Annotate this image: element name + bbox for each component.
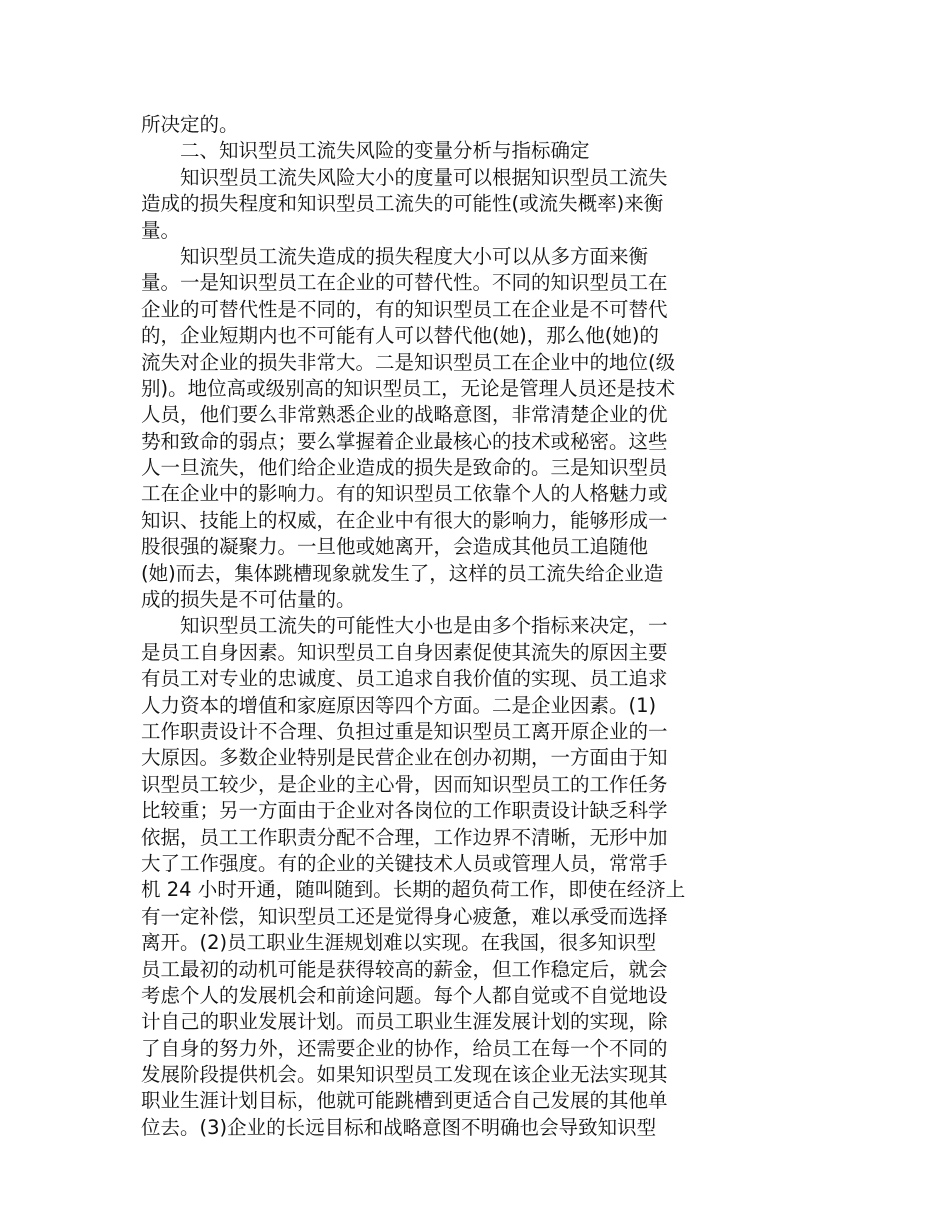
text-line: 比较重；另一方面由于企业对各岗位的工作职责设计缺乏科学 [141,799,668,823]
text-line: 离开。(2)员工职业生涯规划难以实现。在我国，很多知识型 [141,931,657,955]
text-line: 流失对企业的损失非常大。二是知识型员工在企业中的地位(级 [141,350,676,374]
text-line: 工作职责设计不合理、负担过重是知识型员工离开原企业的一 [141,719,668,743]
text-line: 人员，他们要么非常熟悉企业的战略意图，非常清楚企业的优 [141,403,668,427]
text-line: 的，企业短期内也不可能有人可以替代他(她)，那么他(她)的 [141,324,659,348]
text-line: 发展阶段提供机会。如果知识型员工发现在该企业无法实现其 [141,1063,668,1087]
text-line: 大原因。多数企业特别是民营企业在创办初期，一方面由于知 [141,746,668,770]
text-line: 知识型员工流失的可能性大小也是由多个指标来决定，一 [180,614,668,638]
text-line: (她)而去，集体跳槽现象就发生了，这样的员工流失给企业造 [141,561,664,585]
text-line: 依据，员工工作职责分配不合理，工作边界不清晰，无形中加 [141,825,668,849]
text-line: 考虑个人的发展机会和前途问题。每个人都自觉或不自觉地设 [141,983,668,1007]
text-line: 识型员工较少，是企业的主心骨，因而知识型员工的工作任务 [141,772,668,796]
text-line: 员工最初的动机可能是获得较高的薪金，但工作稳定后，就会 [141,957,668,981]
text-line: 职业生涯计划目标，他就可能跳槽到更适合自己发展的其他单 [141,1089,668,1113]
text-line: 量。一是知识型员工在企业的可替代性。不同的知识型员工在 [141,271,668,295]
text-line: 别)。地位高或级别高的知识型员工，无论是管理人员还是技术 [141,376,676,400]
text-line: 工在企业中的影响力。有的知识型员工依靠个人的人格魅力或 [141,482,668,506]
text-line: 企业的可替代性是不同的，有的知识型员工在企业是不可替代 [141,297,668,321]
text-line: 位去。(3)企业的长远目标和战略意图不明确也会导致知识型 [141,1115,657,1139]
text-line: 人力资本的增值和家庭原因等四个方面。二是企业因素。(1) [141,693,657,717]
text-line: 知识、技能上的权威，在企业中有很大的影响力，能够形成一 [141,508,668,532]
text-line: 所决定的。 [141,113,239,136]
text-line: 有员工对专业的忠诚度、员工追求自我价值的实现、员工追求 [141,667,668,691]
text-line: 了自身的努力外，还需要企业的协作，给员工在每一个不同的 [141,1036,668,1060]
text-line: 股很强的凝聚力。一旦他或她离开，会造成其他员工追随他 [141,535,649,559]
text-line: 造成的损失程度和知识型员工流失的可能性(或流失概率)来衡 [141,192,664,216]
text-line: 知识型员工流失造成的损失程度大小可以从多方面来衡 [180,244,649,268]
text-line: 成的损失是不可估量的。 [141,588,356,612]
text-line: 大了工作强度。有的企业的关键技术人员或管理人员，常常手 [141,851,668,875]
document-body [141,112,733,1141]
text-line: 人一旦流失，他们给企业造成的损失是致命的。三是知识型员 [141,456,668,480]
section-heading: 二、知识型员工流失风险的变量分析与指标确定 [180,139,590,163]
text-line: 知识型员工流失风险大小的度量可以根据知识型员工流失 [180,165,668,189]
text-line: 量。 [141,218,181,242]
text-line: 是员工自身因素。知识型员工自身因素促使其流失的原因主要 [141,640,668,664]
text-line: 有一定补偿，知识型员工还是觉得身心疲惫，难以承受而选择 [141,904,668,928]
text-line: 机 24 小时开通，随叫随到。长期的超负荷工作，即使在经济上 [141,878,686,902]
text-line: 势和致命的弱点；要么掌握着企业最核心的技术或秘密。这些 [141,429,668,453]
text-line: 计自己的职业发展计划。而员工职业生涯发展计划的实现，除 [141,1010,668,1034]
